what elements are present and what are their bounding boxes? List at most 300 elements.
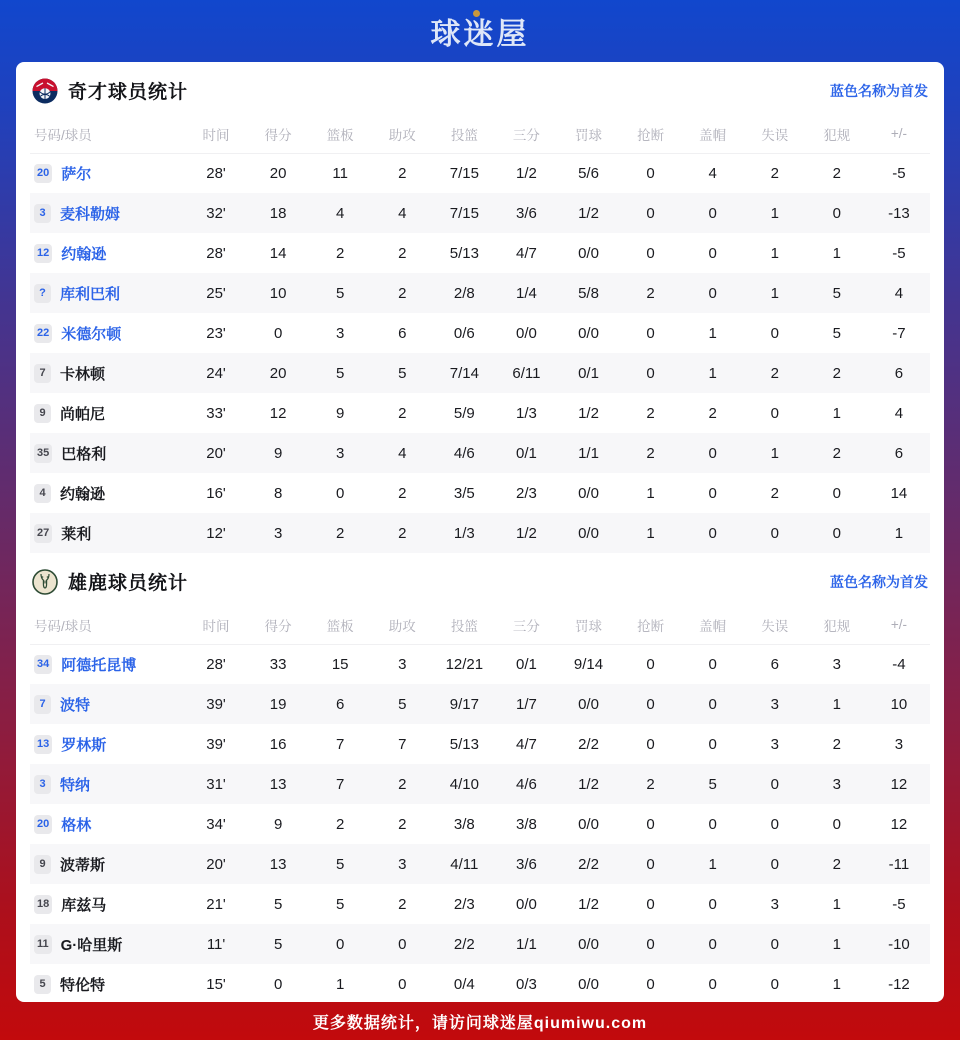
wizards-logo-icon — [32, 78, 58, 104]
stat-cell: 1 — [770, 444, 779, 462]
stat-cell: 0 — [770, 935, 779, 953]
stat-cell: 0/0 — [516, 324, 537, 342]
section-title: 奇才球员统计 — [68, 82, 189, 103]
player-row — [30, 884, 930, 924]
stat-cell: 4/6 — [453, 444, 475, 462]
player-cell — [30, 153, 185, 193]
stat-cell: 7 — [336, 775, 345, 793]
stat-cell: 24' — [206, 364, 226, 382]
stat-cell: 5/8 — [578, 284, 599, 302]
player-name: 巴格利 — [61, 445, 107, 463]
stat-cell: 0/0 — [578, 524, 599, 542]
stat-cell: 0 — [708, 284, 717, 302]
stat-cell: 0 — [646, 695, 655, 713]
stat-cell: 28' — [206, 244, 226, 262]
stat-cell: 0 — [646, 975, 655, 993]
stat-cell: 2 — [398, 815, 407, 833]
column-header: 三分 — [495, 606, 557, 644]
jersey-number-badge: 18 — [34, 895, 52, 914]
stat-cell: 0/3 — [516, 975, 537, 993]
column-header: 助攻 — [371, 115, 433, 153]
column-header: 盖帽 — [682, 115, 744, 153]
player-cell — [30, 644, 185, 684]
stats-card — [16, 62, 944, 1002]
stat-cell: 9/14 — [573, 655, 604, 673]
column-header: 罚球 — [557, 606, 619, 644]
stat-cell: 1 — [770, 284, 779, 302]
player-cell — [30, 804, 185, 844]
column-header: 抢断 — [620, 115, 682, 153]
stat-cell: 2 — [770, 364, 779, 382]
column-header: 篮板 — [309, 606, 371, 644]
stat-cell: 0 — [646, 935, 655, 953]
stat-cell: 5 — [398, 364, 407, 382]
stat-cell: 5 — [336, 895, 345, 913]
player-row — [30, 233, 930, 273]
section-title: 雄鹿球员统计 — [68, 573, 189, 594]
column-header: 失误 — [744, 606, 806, 644]
stat-cell: 3 — [336, 324, 345, 342]
stat-cell: 5 — [273, 895, 283, 913]
stat-cell: 7 — [336, 735, 345, 753]
column-header: 抢断 — [620, 606, 682, 644]
stat-cell: 4/11 — [450, 855, 479, 873]
column-header: 犯规 — [806, 115, 868, 153]
player-row — [30, 473, 930, 513]
stat-cell: 1/7 — [516, 695, 537, 713]
footer-text: 更多数据统计，请访问球迷屋qiumiwu.com — [312, 1014, 648, 1032]
stat-cell: 3/8 — [453, 815, 475, 833]
stat-cell: 0 — [336, 484, 345, 502]
stat-cell: 1 — [894, 524, 904, 542]
stat-cell: 4/6 — [516, 775, 537, 793]
stat-cell: 0 — [770, 524, 779, 542]
stat-cell: 13 — [269, 775, 287, 793]
column-header: 号码/球员 — [30, 115, 185, 153]
column-header: 篮板 — [309, 115, 371, 153]
stat-cell: 2/3 — [453, 895, 475, 913]
player-cell — [30, 273, 185, 313]
player-cell — [30, 233, 185, 273]
jersey-number-badge: 27 — [34, 524, 52, 543]
player-row — [30, 964, 930, 1002]
stat-cell: 9 — [273, 815, 283, 833]
starter-legend: 蓝色名称为首发 — [830, 573, 928, 590]
stat-cell: 0 — [646, 815, 655, 833]
stat-cell: -12 — [888, 975, 910, 993]
stat-cell: 2 — [646, 284, 655, 302]
stat-cell: 3 — [770, 695, 779, 713]
stat-cell: 2 — [398, 284, 407, 302]
stat-cell: 1 — [708, 855, 717, 873]
stat-cell: 0 — [398, 975, 407, 993]
stat-cell: 1/3 — [453, 524, 475, 542]
stat-cell: 15' — [206, 975, 226, 993]
player-row — [30, 193, 930, 233]
stat-cell: 1 — [832, 935, 841, 953]
column-header: 助攻 — [371, 606, 433, 644]
stat-cell: 0 — [708, 244, 717, 262]
player-name: 波蒂斯 — [60, 856, 106, 874]
stat-cell: 2 — [832, 364, 841, 382]
player-cell — [30, 964, 185, 1002]
stat-cell: 4 — [894, 404, 904, 422]
player-cell — [30, 193, 185, 233]
team-section-bucks — [30, 553, 930, 1002]
player-row — [30, 513, 930, 553]
stat-cell: -13 — [888, 204, 910, 222]
stat-cell: 4 — [708, 164, 717, 182]
stat-cell: 0 — [708, 975, 717, 993]
player-cell — [30, 924, 185, 964]
stat-cell: 34' — [206, 815, 226, 833]
stat-cell: 10 — [890, 695, 908, 713]
stat-cell: 0 — [646, 164, 655, 182]
jersey-number-badge: 12 — [34, 244, 52, 263]
jersey-number-badge: 34 — [34, 655, 52, 674]
stat-cell: 10 — [269, 284, 287, 302]
player-name: 尚帕尼 — [60, 405, 106, 423]
stat-cell: 0 — [273, 975, 283, 993]
stat-cell: 13 — [269, 855, 287, 873]
stat-cell: 33' — [206, 404, 226, 422]
stat-cell: 0 — [770, 775, 779, 793]
stat-cell: 0/0 — [578, 975, 599, 993]
stat-cell: 4/10 — [449, 775, 479, 793]
stat-cell: -7 — [892, 324, 906, 342]
stat-cell: 28' — [206, 164, 226, 182]
stat-cell: 3 — [273, 524, 283, 542]
stat-cell: -5 — [892, 164, 906, 182]
stat-cell: 6 — [894, 444, 904, 462]
stat-cell: 0/0 — [578, 324, 599, 342]
stat-cell: 2 — [832, 444, 841, 462]
stat-cell: 16' — [206, 484, 226, 502]
stat-cell: 1/2 — [516, 164, 537, 182]
stat-cell: 5/9 — [453, 404, 475, 422]
stat-cell: 1 — [832, 895, 841, 913]
stat-cell: 9/17 — [449, 695, 479, 713]
brand-logo-text: 球迷屋 — [430, 18, 530, 51]
stat-cell: 2 — [398, 404, 407, 422]
player-name: 罗林斯 — [61, 736, 107, 754]
stat-cell: 3/5 — [453, 484, 475, 502]
stat-cell: 12 — [890, 815, 908, 833]
stat-cell: 1/4 — [516, 284, 537, 302]
stat-cell: 0 — [708, 935, 717, 953]
stat-cell: 0 — [770, 404, 779, 422]
stat-cell: 7/15 — [449, 164, 479, 182]
column-header: 罚球 — [557, 115, 619, 153]
stat-cell: 1 — [708, 364, 717, 382]
stat-cell: 0 — [770, 815, 779, 833]
stat-cell: 5/13 — [449, 244, 479, 262]
stat-cell: 20' — [206, 855, 226, 873]
stat-cell: 1 — [832, 695, 841, 713]
stat-cell: 6 — [894, 364, 904, 382]
stat-cell: 0 — [708, 484, 717, 502]
player-cell — [30, 433, 185, 473]
stat-cell: 20' — [206, 444, 226, 462]
player-cell — [30, 393, 185, 433]
stat-cell: 0 — [708, 895, 717, 913]
stat-cell: 0/0 — [578, 484, 599, 502]
stat-cell: 1 — [708, 324, 717, 342]
stat-cell: 19 — [269, 695, 287, 713]
table-header-row — [30, 606, 930, 644]
stat-cell: 2/2 — [578, 855, 599, 873]
stat-cell: 25' — [206, 284, 226, 302]
stat-cell: 2/8 — [453, 284, 475, 302]
stat-cell: 12 — [890, 775, 908, 793]
column-header: 失误 — [744, 115, 806, 153]
stat-cell: 2 — [646, 444, 655, 462]
stat-cell: 2 — [832, 735, 841, 753]
stat-cell: 4 — [398, 204, 407, 222]
starter-legend: 蓝色名称为首发 — [830, 82, 928, 99]
stat-cell: 0 — [832, 484, 841, 502]
player-row — [30, 353, 930, 393]
stat-cell: 20 — [269, 364, 287, 382]
player-row — [30, 764, 930, 804]
stat-cell: 0/0 — [578, 935, 599, 953]
stat-cell: 7/15 — [449, 204, 479, 222]
stats-table — [30, 606, 930, 1002]
bucks-logo-icon — [32, 569, 58, 595]
player-row — [30, 804, 930, 844]
jersey-number-badge: 5 — [34, 975, 51, 994]
player-cell — [30, 724, 185, 764]
stat-cell: 1 — [832, 404, 841, 422]
stat-cell: 31' — [206, 775, 226, 793]
stat-cell: 23' — [206, 324, 226, 342]
stat-cell: 2/3 — [516, 484, 537, 502]
stat-cell: 2 — [398, 895, 407, 913]
stat-cell: 5 — [336, 855, 345, 873]
stat-cell: 0/6 — [453, 324, 475, 342]
stat-cell: 9 — [273, 444, 283, 462]
player-row — [30, 924, 930, 964]
stat-cell: 5 — [398, 695, 407, 713]
column-header: 犯规 — [806, 606, 868, 644]
player-cell — [30, 313, 185, 353]
stat-cell: 0/1 — [516, 655, 537, 673]
stat-cell: 0 — [770, 324, 779, 342]
stat-cell: 3 — [770, 735, 779, 753]
column-header: 三分 — [495, 115, 557, 153]
site-header — [0, 0, 960, 62]
stat-cell: 5 — [832, 284, 841, 302]
stat-cell: 0 — [708, 695, 717, 713]
stat-cell: 1 — [336, 975, 345, 993]
stat-cell: 2 — [398, 524, 407, 542]
column-header: 时间 — [185, 115, 247, 153]
site-footer — [0, 1002, 960, 1040]
stat-cell: 6 — [770, 655, 779, 673]
jersey-number-badge: 4 — [34, 484, 51, 503]
stat-cell: 28' — [206, 655, 226, 673]
stat-cell: 1/2 — [578, 895, 599, 913]
column-header: +/- — [868, 606, 930, 644]
stat-cell: 0 — [646, 855, 655, 873]
column-header: 得分 — [247, 606, 309, 644]
player-cell — [30, 353, 185, 393]
stat-cell: 2 — [398, 244, 407, 262]
stat-cell: 0/0 — [578, 815, 599, 833]
player-name: 米德尔顿 — [61, 325, 122, 343]
stat-cell: 3 — [336, 444, 345, 462]
brand-logo — [431, 9, 530, 53]
stat-cell: 2 — [336, 244, 345, 262]
player-name: 莱利 — [61, 525, 92, 543]
stat-cell: 0 — [646, 204, 655, 222]
stat-cell: 6/11 — [512, 364, 541, 382]
stat-cell: 12 — [269, 404, 287, 422]
player-name: 约翰逊 — [60, 485, 106, 503]
stat-cell: 0 — [646, 364, 655, 382]
stat-cell: 14 — [890, 484, 908, 502]
stat-cell: 0 — [708, 204, 717, 222]
stat-cell: 11' — [206, 935, 226, 953]
stat-cell: 2/2 — [453, 935, 475, 953]
stat-cell: 6 — [336, 695, 345, 713]
player-row — [30, 644, 930, 684]
player-row — [30, 313, 930, 353]
jersey-number-badge: 22 — [34, 324, 52, 343]
stat-cell: 2 — [646, 404, 655, 422]
stat-cell: 15 — [331, 655, 349, 673]
stat-cell: 0 — [832, 204, 841, 222]
stat-cell: 0 — [398, 935, 407, 953]
stat-cell: 0 — [646, 655, 655, 673]
player-name: 萨尔 — [61, 165, 92, 183]
section-header — [30, 553, 930, 606]
stats-table — [30, 115, 930, 553]
stat-cell: 0/1 — [578, 364, 599, 382]
stat-cell: -10 — [888, 935, 910, 953]
stat-cell: 3 — [398, 855, 407, 873]
column-header: +/- — [868, 115, 930, 153]
column-header: 盖帽 — [682, 606, 744, 644]
player-name: 特伦特 — [60, 976, 106, 994]
stat-cell: 9 — [336, 404, 345, 422]
jersey-number-badge: 7 — [34, 695, 51, 714]
stat-cell: 4 — [398, 444, 407, 462]
stat-cell: 0 — [708, 444, 717, 462]
player-row — [30, 844, 930, 884]
player-cell — [30, 884, 185, 924]
jersey-number-badge: 3 — [34, 775, 51, 794]
stat-cell: 0 — [336, 935, 345, 953]
stat-cell: 6 — [398, 324, 407, 342]
stat-cell: 5/13 — [449, 735, 479, 753]
stat-cell: 1 — [646, 524, 655, 542]
stat-cell: 1/2 — [578, 404, 599, 422]
player-name: G·哈里斯 — [60, 936, 123, 954]
stat-cell: 2/2 — [578, 735, 599, 753]
jersey-number-badge: 7 — [34, 364, 51, 383]
player-row — [30, 724, 930, 764]
player-cell — [30, 764, 185, 804]
stat-cell: 33 — [269, 655, 287, 673]
jersey-number-badge: 13 — [34, 735, 52, 754]
player-name: 特纳 — [60, 776, 91, 794]
player-row — [30, 273, 930, 313]
stat-cell: 5 — [708, 775, 717, 793]
stat-cell: 2 — [336, 815, 345, 833]
player-name: 格林 — [61, 816, 92, 834]
stat-cell: 0 — [770, 975, 779, 993]
stat-cell: 2 — [398, 164, 407, 182]
stat-cell: -5 — [892, 244, 906, 262]
player-cell — [30, 473, 185, 513]
stat-cell: 3 — [894, 735, 904, 753]
stat-cell: 0 — [646, 735, 655, 753]
player-name: 波特 — [60, 696, 91, 714]
stat-cell: 5/6 — [578, 164, 599, 182]
stat-cell: 0 — [832, 524, 841, 542]
stat-cell: 3 — [770, 895, 779, 913]
stat-cell: 1/3 — [516, 404, 537, 422]
stat-cell: 21' — [206, 895, 226, 913]
stat-cell: 2 — [770, 484, 779, 502]
stat-cell: 16 — [269, 735, 287, 753]
section-header — [30, 62, 930, 115]
player-row — [30, 433, 930, 473]
stat-cell: 4/7 — [516, 735, 537, 753]
stat-cell: 0 — [646, 244, 655, 262]
player-cell — [30, 844, 185, 884]
stat-cell: 12/21 — [445, 655, 484, 673]
stat-cell: 11 — [332, 164, 348, 182]
stat-cell: 1/2 — [578, 775, 599, 793]
column-header: 投篮 — [433, 115, 495, 153]
stat-cell: 2 — [832, 164, 841, 182]
stat-cell: 1/2 — [578, 204, 599, 222]
player-name: 库兹马 — [61, 896, 107, 914]
jersey-number-badge: 11 — [34, 935, 52, 954]
stat-cell: 3 — [832, 775, 841, 793]
jersey-number-badge: 20 — [34, 815, 52, 834]
stat-cell: 2 — [708, 404, 717, 422]
player-name: 库利巴利 — [60, 285, 121, 303]
stat-cell: 4 — [894, 284, 904, 302]
stat-cell: -5 — [892, 895, 906, 913]
stat-cell: 1 — [770, 244, 779, 262]
column-header: 号码/球员 — [30, 606, 185, 644]
stat-cell: 2 — [336, 524, 345, 542]
player-name: 约翰逊 — [61, 245, 107, 263]
brand-gold-dot-icon — [473, 10, 480, 17]
stat-cell: 0/0 — [578, 244, 599, 262]
jersey-number-badge: 9 — [34, 855, 51, 874]
column-header: 时间 — [185, 606, 247, 644]
stat-cell: 32' — [206, 204, 226, 222]
stat-cell: 3/6 — [516, 204, 537, 222]
stat-cell: 2 — [832, 855, 841, 873]
stat-cell: 0 — [708, 655, 717, 673]
stat-cell: 0 — [708, 735, 717, 753]
stat-cell: 0/1 — [516, 444, 537, 462]
stat-cell: 5 — [336, 364, 345, 382]
jersey-number-badge: ? — [34, 284, 51, 303]
stat-cell: 1 — [770, 204, 779, 222]
stat-cell: 8 — [273, 484, 283, 502]
stat-cell: 0 — [832, 815, 841, 833]
player-row — [30, 153, 930, 193]
stat-cell: 18 — [269, 204, 287, 222]
stat-cell: 4/7 — [516, 244, 537, 262]
